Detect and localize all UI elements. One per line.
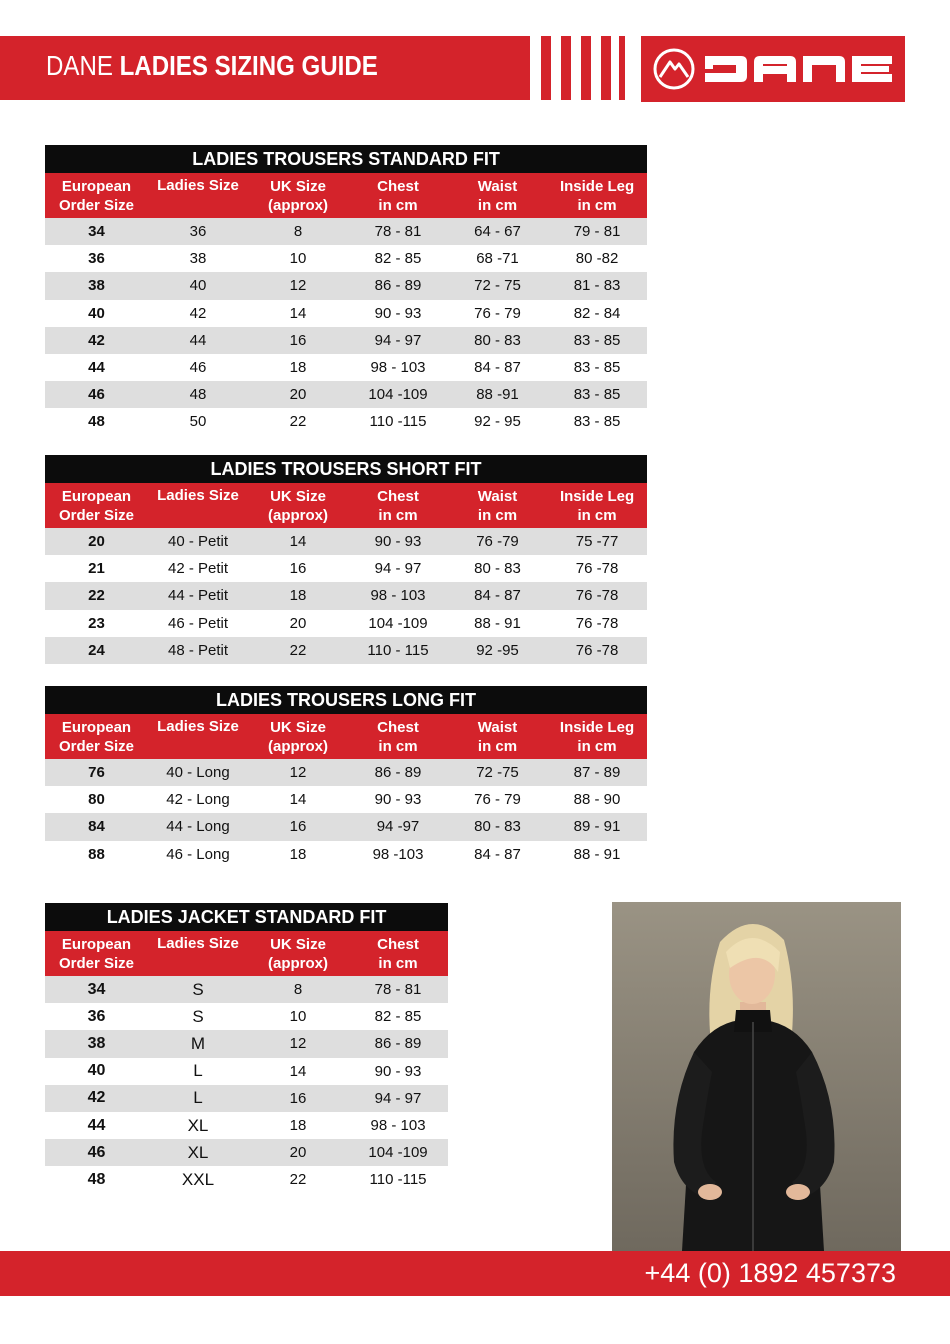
column-header-line: UK Size [270, 718, 326, 736]
column-header [248, 173, 348, 218]
decorative-stripe [601, 36, 611, 100]
table-cell: 36 [88, 250, 105, 268]
table-cell: 82 - 85 [374, 250, 422, 268]
table-cell: 8 [248, 218, 348, 245]
table-row [45, 528, 647, 555]
column-header-line: in cm [477, 196, 518, 214]
table-cell: XL [187, 1115, 209, 1135]
column-header-line: Ladies Size [157, 177, 239, 194]
table-row [45, 1085, 448, 1112]
table-cell: 38 [189, 250, 207, 268]
table-cell: 40 [148, 272, 248, 299]
table-cell: 14 [289, 791, 307, 809]
column-header-line: in cm [577, 737, 617, 755]
table-cell: 48 - Petit [148, 637, 248, 664]
table-cell: 90 - 93 [348, 528, 448, 555]
column-header-line: UK Size [270, 935, 326, 953]
table-title: LADIES JACKET STANDARD FIT [45, 903, 448, 931]
table-cell: 94 - 97 [374, 560, 422, 578]
table-cell: 22 [289, 1171, 307, 1189]
table-cell: 64 - 67 [448, 218, 547, 245]
column-header [547, 483, 647, 528]
column-header-line: Waist [477, 487, 518, 505]
footer-bar [0, 1251, 950, 1296]
table-cell: 10 [289, 1008, 307, 1026]
table-cell: 76 [45, 759, 148, 786]
table-row [45, 327, 647, 354]
table-cell: 18 [289, 359, 307, 377]
dane-logo [641, 36, 905, 102]
table-row [45, 1166, 448, 1193]
table-header-row [45, 931, 448, 976]
column-header [547, 173, 647, 218]
table-cell: 16 [248, 813, 348, 840]
table-cell: 80 - 83 [474, 560, 521, 578]
table-cell: 76 - 79 [474, 791, 521, 809]
column-header-line: European [61, 177, 132, 195]
table-cell: 80 - 83 [448, 327, 547, 354]
column-header [45, 483, 148, 528]
table-cell: 88 - 91 [573, 845, 621, 863]
table-cell: 110 - 115 [348, 637, 448, 664]
table-cell: 42 [45, 327, 148, 354]
table-row [45, 1030, 448, 1057]
table-row [45, 976, 448, 1003]
table-title: LADIES TROUSERS LONG FIT [45, 686, 647, 714]
column-header-line: Chest [377, 935, 419, 953]
table-row [45, 218, 647, 245]
column-header-line: in cm [378, 954, 418, 972]
table-cell: 36 [87, 1007, 106, 1025]
column-header-line: in cm [477, 737, 518, 755]
table-row [45, 759, 647, 786]
column-header-line: Chest [377, 718, 419, 736]
table-row [45, 637, 647, 664]
table-row [45, 582, 647, 609]
table-cell: L [148, 1085, 248, 1112]
table-cell: 20 [45, 528, 148, 555]
table-cell: 38 [45, 1030, 148, 1057]
table-cell: 76 - 79 [474, 304, 521, 322]
table-cell: 72 -75 [448, 759, 547, 786]
table-cell: XXL [181, 1169, 215, 1189]
table-row [45, 1112, 448, 1139]
table-cell: 80 - 83 [448, 813, 547, 840]
table-cell: 42 - Petit [167, 560, 229, 578]
column-header [348, 714, 448, 759]
title-text: LADIES SIZING GUIDE [119, 50, 378, 81]
table-cell: 44 [87, 1116, 106, 1134]
table-cell: M [148, 1030, 248, 1057]
table-cell: 110 -115 [369, 413, 427, 431]
table-cell: 48 [87, 1170, 106, 1188]
column-header [248, 483, 348, 528]
table-cell: 92 -95 [448, 637, 547, 664]
jacket-fit-table [45, 903, 448, 1194]
table-cell: 72 - 75 [448, 272, 547, 299]
table-cell: 83 - 85 [547, 381, 647, 408]
table-cell: 46 [189, 359, 207, 377]
column-header-line: Waist [477, 177, 518, 195]
column-header-line: UK Size [270, 487, 326, 505]
column-header-line: Chest [377, 487, 419, 505]
column-header-line: (approx) [268, 954, 328, 972]
table-cell: 90 - 93 [374, 791, 422, 809]
table-cell: 42 [189, 304, 207, 322]
table-row [45, 408, 647, 435]
brand-prefix: DANE [46, 50, 113, 81]
column-header [45, 714, 148, 759]
table-cell: 14 [248, 528, 348, 555]
table-cell: 38 [45, 272, 148, 299]
column-header-line: Waist [477, 718, 518, 736]
table-cell: 98 - 103 [348, 582, 448, 609]
column-header [248, 931, 348, 976]
table-cell: 44 [148, 327, 248, 354]
table-row [45, 300, 647, 327]
column-header-line: Inside Leg [559, 718, 635, 736]
table-cell: 34 [45, 218, 148, 245]
table-cell: 16 [248, 327, 348, 354]
table-cell: S [192, 1006, 204, 1026]
table-cell: 22 [45, 582, 148, 609]
table-cell: 94 - 97 [348, 327, 448, 354]
table-cell: 88 - 91 [474, 614, 521, 632]
column-header [148, 173, 248, 218]
long-fit-table [45, 686, 647, 868]
table-cell: 90 - 93 [374, 1062, 422, 1080]
column-header [248, 714, 348, 759]
table-cell: 76 -78 [575, 560, 619, 578]
column-header-line: (approx) [268, 196, 328, 214]
column-header-line: in cm [577, 506, 617, 524]
table-cell: 82 - 85 [374, 1008, 422, 1026]
column-header-line: Ladies Size [157, 935, 239, 952]
table-cell: 42 - Long [166, 791, 230, 809]
table-cell: 14 [289, 304, 307, 322]
table-row [45, 1139, 448, 1166]
column-header-line: European [61, 718, 132, 736]
column-header-line: Ladies Size [157, 718, 239, 735]
column-header-line: in cm [378, 506, 418, 524]
table-cell: 84 [45, 813, 148, 840]
table-cell: 86 - 89 [348, 759, 448, 786]
table-title: LADIES TROUSERS SHORT FIT [45, 455, 647, 483]
table-cell: 98 - 103 [370, 359, 426, 377]
column-header [348, 173, 448, 218]
table-cell: 98 -103 [372, 845, 424, 863]
table-cell: 40 [88, 304, 105, 322]
phone-number[interactable]: +44 (0) 1892 457373 [644, 1258, 896, 1288]
table-header-row [45, 483, 647, 528]
table-cell: 40 [87, 1062, 106, 1080]
table-row [45, 610, 647, 637]
table-cell: 76 -78 [547, 582, 647, 609]
column-header [348, 483, 448, 528]
table-cell: 84 - 87 [474, 845, 521, 863]
table-cell: 18 [248, 582, 348, 609]
table-cell: 83 - 85 [573, 359, 621, 377]
column-header-line: in cm [378, 196, 418, 214]
table-cell: 89 - 91 [547, 813, 647, 840]
column-header-line: Order Size [58, 737, 135, 755]
table-cell: 21 [88, 560, 105, 578]
table-cell: 86 - 89 [348, 1030, 448, 1057]
column-header-line: Order Size [58, 506, 135, 524]
table-cell: 82 - 84 [573, 304, 621, 322]
table-cell: 76 -78 [547, 637, 647, 664]
table-row [45, 245, 647, 272]
column-header [148, 483, 248, 528]
table-row [45, 1058, 448, 1085]
table-cell: 104 -109 [348, 1139, 448, 1166]
table-cell: 50 [189, 413, 207, 431]
table-cell: 34 [45, 976, 148, 1003]
decorative-stripe [541, 36, 551, 100]
table-cell: 80 [88, 791, 105, 809]
decorative-stripe [581, 36, 591, 100]
table-cell: 44 [88, 359, 105, 377]
table-cell: 80 -82 [575, 250, 619, 268]
table-row [45, 555, 647, 582]
column-header-line: (approx) [268, 506, 328, 524]
column-header-line: Chest [377, 177, 419, 195]
table-cell: 46 - Long [166, 845, 230, 863]
table-cell: 46 [45, 381, 148, 408]
table-cell: 86 - 89 [348, 272, 448, 299]
table-cell: 92 - 95 [474, 413, 521, 431]
table-cell: 12 [248, 272, 348, 299]
table-cell: 87 - 89 [547, 759, 647, 786]
table-cell: 46 [45, 1139, 148, 1166]
column-header [45, 931, 148, 976]
table-header-row [45, 173, 647, 218]
table-cell: 84 - 87 [448, 582, 547, 609]
column-header [348, 931, 448, 976]
table-row [45, 381, 647, 408]
table-cell: 104 -109 [368, 614, 428, 632]
table-cell: 22 [248, 637, 348, 664]
table-cell: 78 - 81 [348, 976, 448, 1003]
column-header-line: (approx) [268, 737, 328, 755]
table-cell: 42 [45, 1085, 148, 1112]
column-header-line: Order Size [58, 196, 135, 214]
column-header-line: in cm [477, 506, 518, 524]
table-cell: 18 [289, 1117, 307, 1135]
table-cell: 110 -115 [369, 1171, 427, 1189]
table-cell: 68 -71 [476, 250, 519, 268]
table-cell: 23 [88, 614, 105, 632]
table-cell: 16 [289, 560, 307, 578]
table-row [45, 354, 647, 381]
standard-fit-table [45, 145, 647, 436]
column-header-line: Inside Leg [559, 177, 635, 195]
table-cell: 88 [88, 845, 105, 863]
table-cell: 94 - 97 [348, 1085, 448, 1112]
table-cell: 44 - Long [148, 813, 248, 840]
column-header [148, 931, 248, 976]
table-cell: 24 [45, 637, 148, 664]
page-title [46, 48, 378, 84]
table-cell: 75 -77 [547, 528, 647, 555]
table-cell: 22 [289, 413, 307, 431]
table-cell: 14 [289, 1062, 307, 1080]
table-title: LADIES TROUSERS STANDARD FIT [45, 145, 647, 173]
model-illustration [612, 902, 901, 1251]
table-cell: 12 [248, 759, 348, 786]
table-row [45, 813, 647, 840]
column-header [448, 714, 547, 759]
short-fit-table [45, 455, 647, 664]
table-cell: 81 - 83 [547, 272, 647, 299]
dane-logo-mark [641, 36, 905, 102]
table-row [45, 786, 647, 813]
table-cell: 88 -91 [448, 381, 547, 408]
table-cell: 44 - Petit [148, 582, 248, 609]
column-header-line: European [61, 935, 132, 953]
table-cell: 90 - 93 [374, 304, 422, 322]
table-cell: 20 [289, 614, 307, 632]
table-cell: 48 [88, 413, 105, 431]
model-photo [612, 902, 901, 1251]
column-header-line: European [61, 487, 132, 505]
table-cell: 48 [148, 381, 248, 408]
column-header-line: UK Size [270, 177, 326, 195]
table-cell: 76 -79 [448, 528, 547, 555]
table-row [45, 841, 647, 868]
table-cell: 88 - 90 [573, 791, 621, 809]
table-row [45, 1003, 448, 1030]
table-cell: 36 [148, 218, 248, 245]
table-cell: 79 - 81 [547, 218, 647, 245]
table-cell: 104 -109 [348, 381, 448, 408]
table-cell: 83 - 85 [573, 413, 621, 431]
table-cell: 78 - 81 [348, 218, 448, 245]
table-row [45, 272, 647, 299]
table-cell: S [148, 976, 248, 1003]
table-cell: 20 [248, 1139, 348, 1166]
column-header-line: Inside Leg [559, 487, 635, 505]
column-header-line: in cm [378, 737, 418, 755]
decorative-stripe [619, 36, 625, 100]
table-cell: 20 [248, 381, 348, 408]
table-cell: 84 - 87 [474, 359, 521, 377]
column-header-line: Ladies Size [157, 487, 239, 504]
table-cell: 12 [248, 1030, 348, 1057]
table-cell: 46 - Petit [167, 614, 229, 632]
column-header [448, 173, 547, 218]
column-header-line: in cm [577, 196, 617, 214]
table-cell: 98 - 103 [370, 1117, 426, 1135]
table-cell: 94 -97 [348, 813, 448, 840]
column-header [448, 483, 547, 528]
table-cell: 76 -78 [575, 614, 619, 632]
table-cell: 40 - Petit [148, 528, 248, 555]
table-cell: 8 [248, 976, 348, 1003]
table-cell: L [193, 1061, 203, 1081]
table-cell: XL [148, 1139, 248, 1166]
column-header [148, 714, 248, 759]
decorative-stripe [561, 36, 571, 100]
table-cell: 40 - Long [148, 759, 248, 786]
table-cell: 10 [289, 250, 307, 268]
column-header-line: Order Size [58, 954, 135, 972]
table-header-row [45, 714, 647, 759]
column-header [45, 173, 148, 218]
column-header [547, 714, 647, 759]
table-cell: 83 - 85 [547, 327, 647, 354]
table-cell: 16 [248, 1085, 348, 1112]
table-cell: 18 [289, 845, 307, 863]
